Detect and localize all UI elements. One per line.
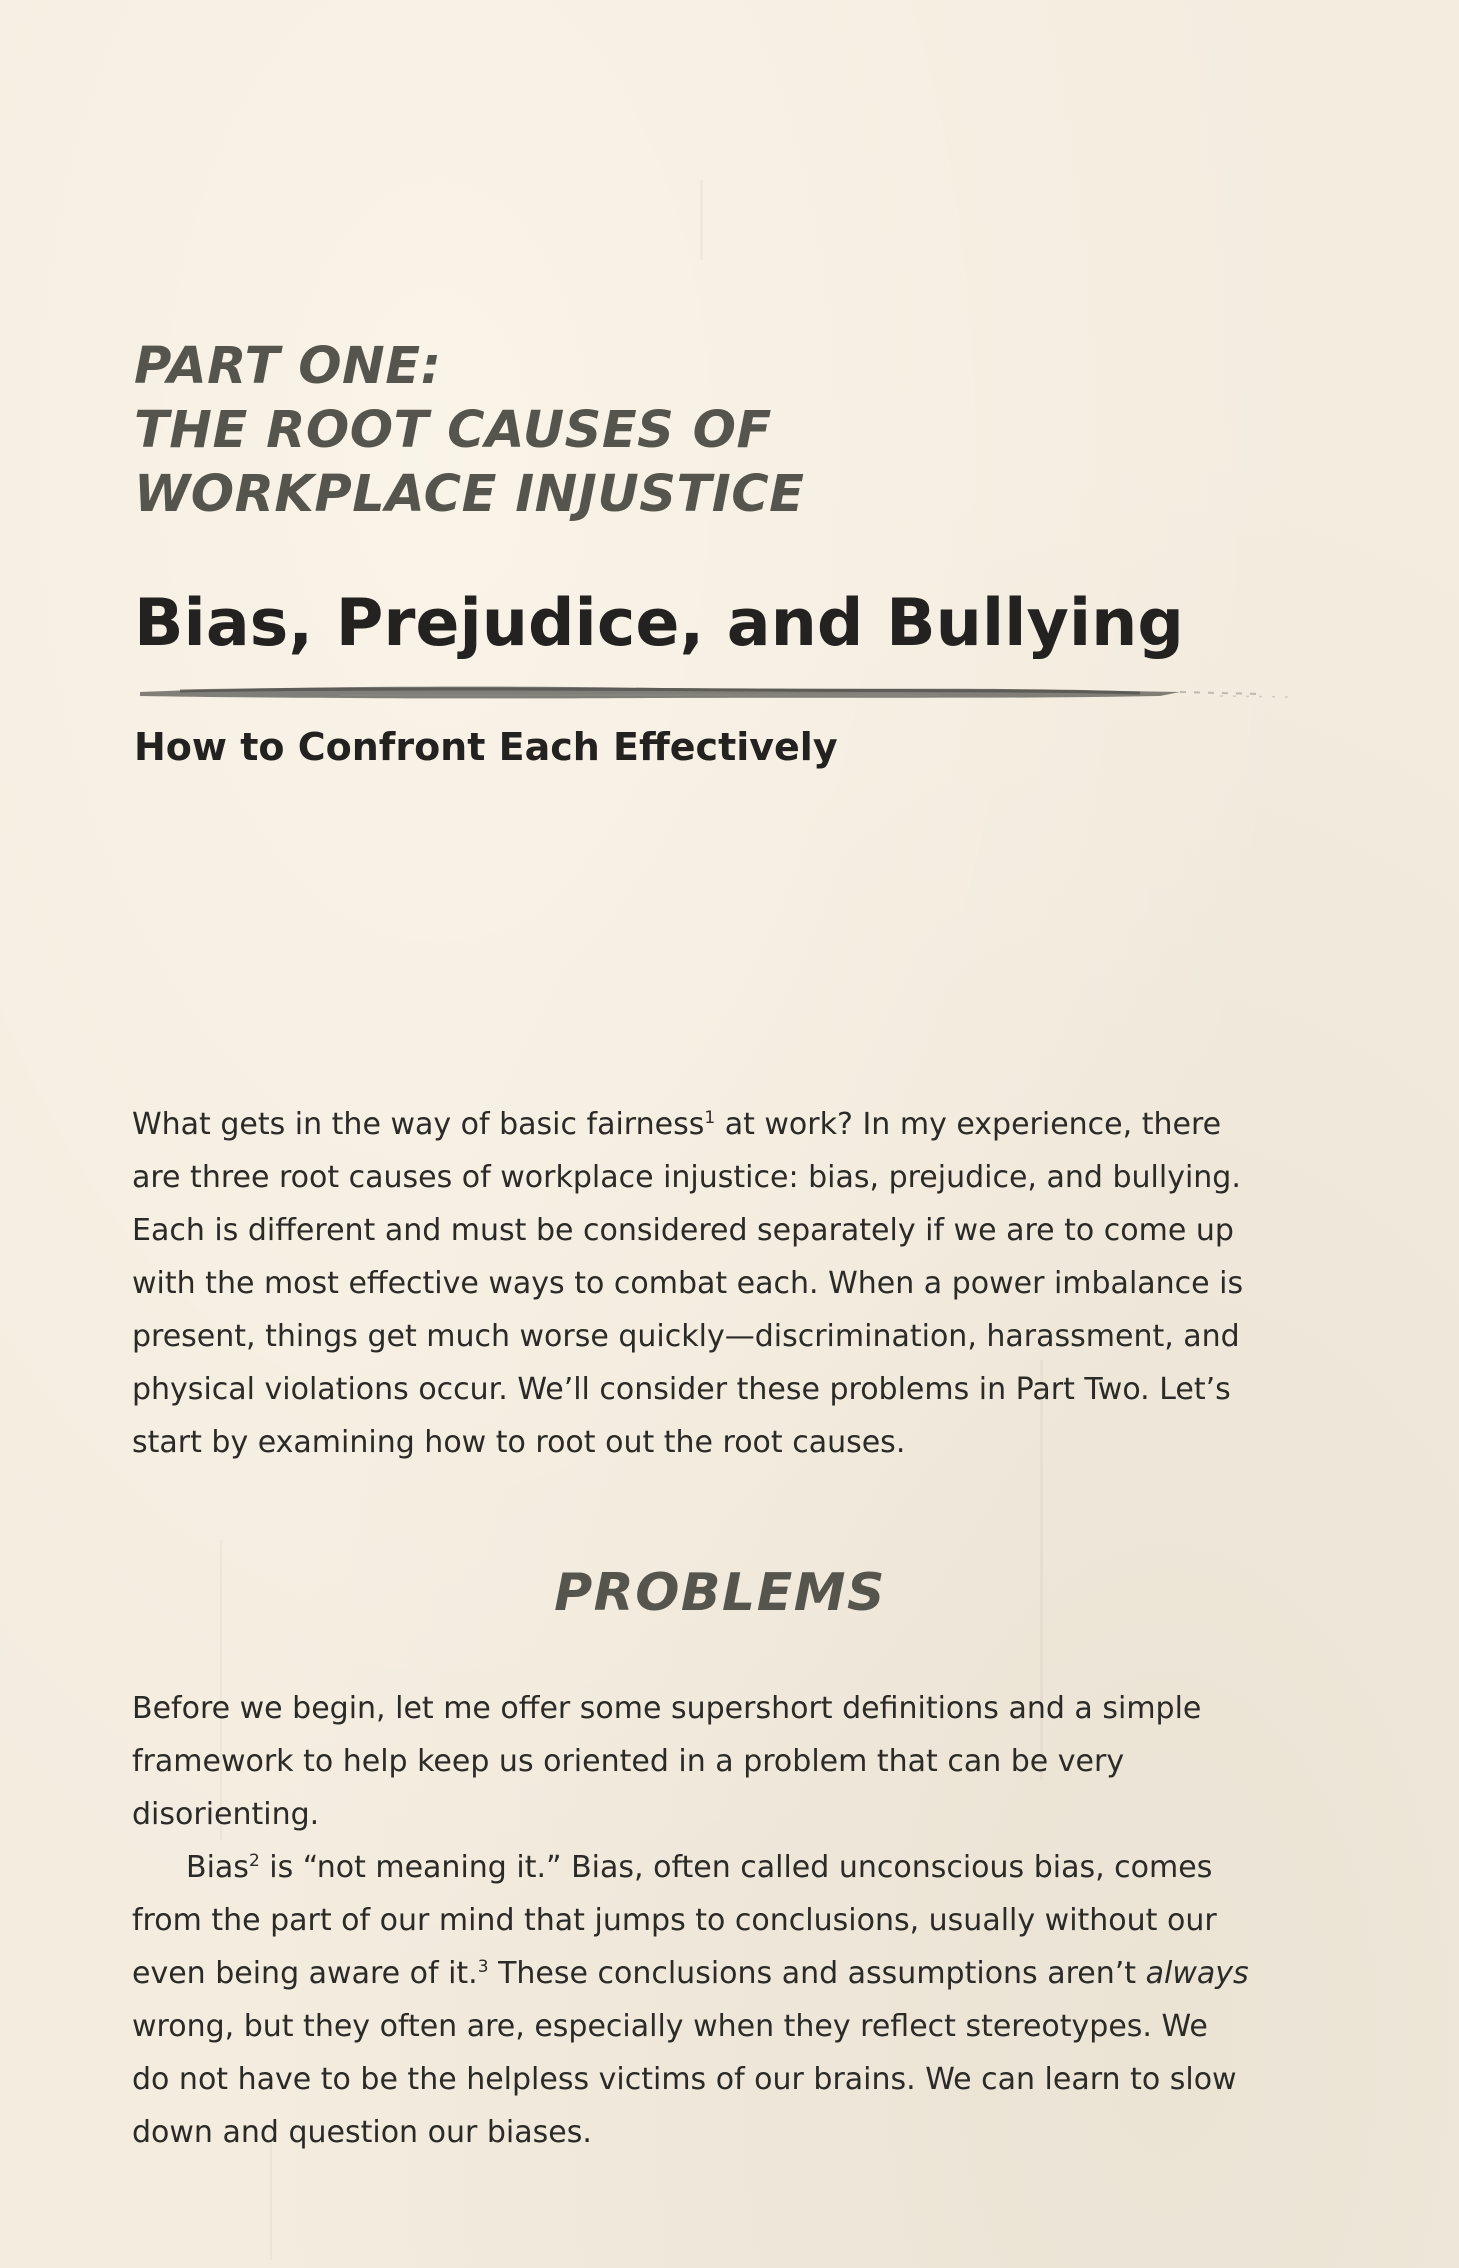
text-line: wrong, but they often are, especially when they reflect stereotypes. We (132, 2009, 1208, 2044)
text-line (132, 1947, 1282, 2000)
part-heading-line: PART ONE: (134, 337, 442, 396)
emphasis-text: always (1145, 1956, 1249, 1991)
text-line: disorienting. (132, 1797, 320, 1832)
part-heading-line: WORKPLACE INJUSTICE (134, 465, 805, 524)
text-line: present, things get much worse quickly—discrimination, harassment, and (132, 1319, 1240, 1354)
footnote-ref: 2 (248, 1851, 260, 1871)
text-run: These conclusions and assumptions aren’t (488, 1956, 1146, 1991)
text-line (132, 1098, 1282, 1151)
chapter-subtitle: How to Confront Each Effectively (134, 725, 838, 769)
text-run: is “not meaning it.” Bias, often called unconscious bias, comes (259, 1850, 1213, 1885)
part-heading (134, 335, 805, 527)
text-line: are three root causes of workplace injustice: bias, prejudice, and bullying. (132, 1160, 1241, 1195)
section-heading: PROBLEMS (554, 1563, 886, 1623)
text-line: framework to help keep us oriented in a problem that can be very (132, 1744, 1125, 1779)
text-line (132, 1841, 1282, 1894)
text-line: do not have to be the helpless victims of our brains. We can learn to slow (132, 2062, 1237, 2097)
text-run: even being aware of it. (132, 1956, 478, 1991)
text-line: physical violations occur. We’ll consider these problems in Part Two. Let’s (132, 1372, 1231, 1407)
footnote-ref: 3 (477, 1957, 489, 1977)
footnote-ref: 1 (704, 1108, 716, 1128)
text-line: Before we begin, let me offer some supershort definitions and a simple (132, 1691, 1202, 1726)
text-line: start by examining how to root out the root causes. (132, 1425, 906, 1460)
text-line: down and question our biases. (132, 2115, 592, 2150)
text-line: with the most effective ways to combat each. When a power imbalance is (132, 1266, 1244, 1301)
text-line: Each is different and must be considered separately if we are to come up (132, 1213, 1234, 1248)
show-through-mark (700, 180, 703, 260)
text-run: Bias (186, 1850, 249, 1885)
intro-paragraph (132, 1098, 1282, 1469)
brush-stroke-divider (140, 677, 1300, 707)
problems-body (132, 1682, 1282, 2159)
part-heading-line: THE ROOT CAUSES OF (134, 401, 772, 460)
text-run: What gets in the way of basic fairness (132, 1107, 705, 1142)
text-run: at work? In my experience, there (715, 1107, 1222, 1142)
chapter-title: Bias, Prejudice, and Bullying (134, 586, 1184, 661)
text-line: from the part of our mind that jumps to conclusions, usually without our (132, 1903, 1217, 1938)
